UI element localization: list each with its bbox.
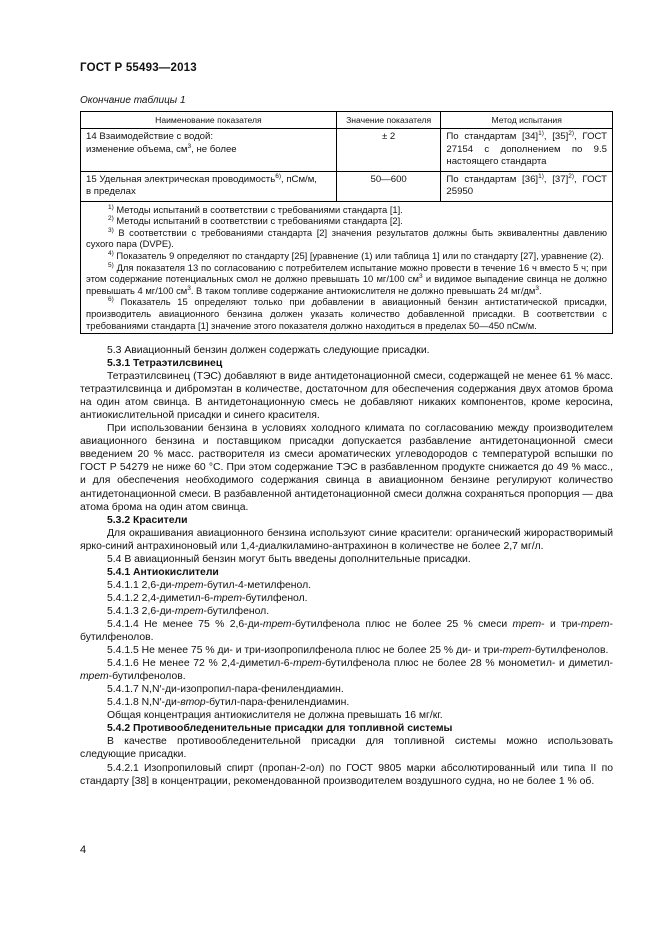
list-item	[80, 696, 613, 709]
paragraph-5-4: 5.4 В авиационный бензин могут быть введены дополнительные присадки.	[107, 553, 471, 565]
footnote-text: В соответствии с требованиями стандарта [2] значения результатов должны быть эквивалентны давлению сухого пара (DVPE).	[86, 226, 607, 250]
paragraph: Для окрашивания авиационного бензина используют синие красители: органический жирорастворимый ярко-синий антрахиноновый или 1,4-диалкиламино-антрахинон в количестве не более 2,7 мг/л.	[80, 527, 613, 552]
item-text: 5.4.1.2 2,4-диметил-6-	[107, 592, 214, 604]
table-notes-row	[81, 201, 613, 334]
paragraph-5-3: 5.3 Авиационный бензин должен содержать следующие присадки.	[107, 345, 430, 356]
indicator-name-line2: изменение объема, см	[86, 143, 188, 155]
footnote-marker: 1)	[108, 203, 114, 211]
page-number: 4	[80, 844, 87, 856]
column-header-method: Метод испытания	[441, 112, 613, 129]
item-text: 5.4.1.4 Не менее 75 % 2,6-ди-	[107, 618, 263, 630]
footnote-text: .	[538, 284, 542, 296]
column-header-name: Наименование показателя	[81, 112, 337, 129]
table-caption: Окончание таблицы 1	[80, 95, 186, 106]
footnote-marker: 4)	[108, 250, 114, 257]
paragraph: Тетраэтилсвинец (ТЭС) добавляют в виде антидетонационной смеси, содержащей не менее 61 % масс. тетраэтилсвинца и дибромэтан в количестве, достаточном для обеспечения содержания двух атомов брома на один атом свинца. В антидетонационную смесь не добавляют никаких компонентов, кроме керосина, антиокислительной присадки и синего красителя.	[80, 371, 613, 422]
indicator-value-cell: ± 2	[336, 129, 441, 171]
footnote-text: и видимое выпадение свинца не должно превышать 4 мг/100 см	[86, 273, 607, 296]
table-row	[81, 129, 613, 171]
table-header-row	[81, 112, 613, 129]
method-text-c: , ГОСТ 25950	[446, 173, 608, 198]
item-italic: втор	[180, 697, 206, 709]
superscript: 2)	[568, 172, 575, 180]
item-italic: трет	[174, 605, 204, 617]
footnote-text: Методы испытаний в соответствии с требованиями стандарта [2].	[113, 215, 403, 227]
heading-5-4-1: 5.4.1 Антиокислители	[107, 566, 219, 578]
list-item	[80, 644, 613, 657]
footnote-marker: 3)	[108, 226, 114, 234]
method-text-a: По стандартам [36]	[446, 173, 539, 185]
footnote-marker: 5)	[108, 261, 114, 269]
test-method-cell	[441, 171, 613, 201]
item-text: -бутилфенолов.	[108, 671, 186, 683]
superscript: 3	[187, 284, 191, 292]
item-italic: трет	[174, 579, 204, 591]
footnote-text: Методы испытаний в соответствии с требованиями стандарта [1].	[113, 203, 403, 215]
footnote-2	[86, 215, 607, 227]
list-item	[80, 605, 613, 618]
superscript: 3	[418, 273, 423, 281]
superscript: 3	[535, 284, 539, 292]
item-text: -бутилфенола плюс не более 28 % монометил- и диметил-	[321, 658, 614, 670]
footnote-text: Для показателя 13 по согласованию с потребителем испытание можно провести в течение 16 ч вместо 5 ч; при этом содержание потенциальных смол не должно превышать 10 мг/100 см	[86, 261, 607, 285]
table-notes	[81, 201, 613, 334]
item-italic: трет	[580, 618, 610, 630]
item-text: -бутил-4-метилфенол.	[203, 579, 312, 591]
item-italic: трет	[502, 645, 532, 657]
list-item	[80, 657, 613, 683]
test-method-cell	[441, 129, 613, 171]
item-text: 5.4.1.3 2,6-ди-	[107, 605, 175, 617]
method-text-b: , [35]	[543, 131, 569, 143]
heading-5-3-1: 5.3.1 Тетраэтилсвинец	[107, 358, 223, 370]
item-text: 5.4.1.1 2,6-ди-	[107, 579, 175, 591]
item-text: 5.4.1.5 Не менее 75 % ди- и три-изопропилфенола плюс не более 25 % ди- и три-	[107, 645, 503, 657]
superscript: 1)	[538, 130, 544, 138]
indicator-value-cell: 50—600	[336, 171, 441, 201]
indicator-name-line2-tail: , не более	[191, 143, 237, 155]
item-text: 5.4.1.8 N,N′-ди-	[107, 697, 181, 709]
superscript: 6)	[275, 172, 281, 180]
footnote-marker: 6)	[108, 296, 114, 304]
table-row	[81, 171, 613, 201]
heading-5-4-2: 5.4.2 Противообледенительные присадки для топливной системы	[107, 723, 453, 735]
footnote-text: . В таком топливе содержание антиокислителя не должно превышать 24 мг/дм	[190, 284, 536, 296]
item-italic: трет	[213, 592, 242, 604]
item-italic: трет	[512, 618, 542, 630]
item-italic: трет	[293, 658, 322, 670]
superscript: 1)	[538, 172, 544, 180]
list-item	[80, 618, 613, 644]
item-text: -бутилфенолов.	[531, 645, 609, 657]
paragraph: В качестве противообледенительной присадки для топливной системы можно использовать следующие присадки.	[80, 736, 613, 761]
item-text: -бутилфенолов.	[80, 618, 613, 644]
indicator-name-line1: 15 Удельная электрическая проводимость	[86, 173, 276, 185]
document-body	[80, 344, 613, 788]
footnote-6	[86, 296, 607, 331]
list-item	[80, 592, 613, 605]
method-text-c: , ГОСТ 27154 с дополнением по 9.5 настоящего стандарта	[446, 131, 608, 168]
superscript: 3	[187, 142, 192, 150]
footnote-3	[86, 227, 607, 250]
indicator-name-line1-tail: , пСм/м,	[280, 173, 317, 185]
footnote-5	[86, 262, 607, 297]
item-text: -бутилфенола плюс не более 25 % смеси	[291, 618, 513, 630]
indicator-name-cell	[81, 129, 337, 171]
item-text: -бутил-пара-фенилендиамин.	[205, 697, 350, 709]
list-item: 5.4.1.7 N,N′-ди-изопропил-пара-фенилендиамин.	[107, 684, 344, 696]
paragraph: При использовании бензина в условиях холодного климата по согласованию между производителем авиационного бензина и поставщиком присадки допускается разбавление антидетонационной смеси введением 20 % масс. растворителя из смеси ароматических углеводородов с температурой вспышки по ГОСТ Р 54279 не ниже 60 °С. При этом содержание ТЭС в разбавленном продукте снижается до 49 % масс., и для обеспечения необходимого содержания свинца в авиационном бензине регулируют количество антидетонационной смеси. В разбавленной антидетонационной смеси должна сохраняться пропорция — два атома брома на один атом свинца.	[80, 423, 613, 513]
footnote-marker: 2)	[108, 215, 114, 223]
paragraph: 5.4.2.1 Изопропиловый спирт (пропан-2-ол) по ГОСТ 9805 марки абсолютированный или типа II по стандарту [38] в концентрации, рекомендованной производителем воздушного судна, но не более 1 % об.	[80, 762, 613, 787]
superscript: 2)	[568, 130, 575, 138]
indicator-name-line1: 14 Взаимодействие с водой:	[86, 131, 214, 143]
paragraph: Общая концентрация антиокислителя не должна превышать 16 мг/кг.	[107, 710, 443, 722]
footnote-1	[86, 204, 607, 216]
indicator-name-cell	[81, 171, 337, 201]
method-text-b: , [37]	[543, 173, 569, 185]
footnote-text: Показатель 9 определяют по стандарту [25] [уравнение (1) или таблица 1] или по стандарту [27], уравнение (2).	[113, 250, 604, 261]
document-header: ГОСТ Р 55493—2013	[80, 62, 197, 74]
footnote-4	[86, 250, 607, 262]
item-text: 5.4.1.6 Не менее 72 % 2,4-диметил-6-	[107, 658, 294, 670]
item-italic: трет	[80, 671, 109, 683]
item-text: -бутилфенол.	[241, 592, 308, 604]
footnote-text: Показатель 15 определяют только при добавлении в авиационный бензин антистатической присадки, производитель авиационного бензина должен указать количество добавленной присадки. В соответствии с требованиями стандарта [1] значение этого показателя должно находиться в пределах 50—450 пСм/м.	[86, 296, 607, 331]
item-text: -бутилфенол.	[203, 605, 270, 617]
list-item	[80, 579, 613, 592]
column-header-value: Значение показателя	[336, 112, 441, 129]
item-text: - и три-	[541, 618, 581, 630]
item-italic: трет	[262, 618, 292, 630]
indicator-name-line2: в пределах	[86, 186, 136, 198]
heading-5-3-2: 5.3.2 Красители	[107, 514, 188, 526]
method-text-a: По стандартам [34]	[446, 131, 539, 143]
indicators-table	[80, 111, 613, 334]
